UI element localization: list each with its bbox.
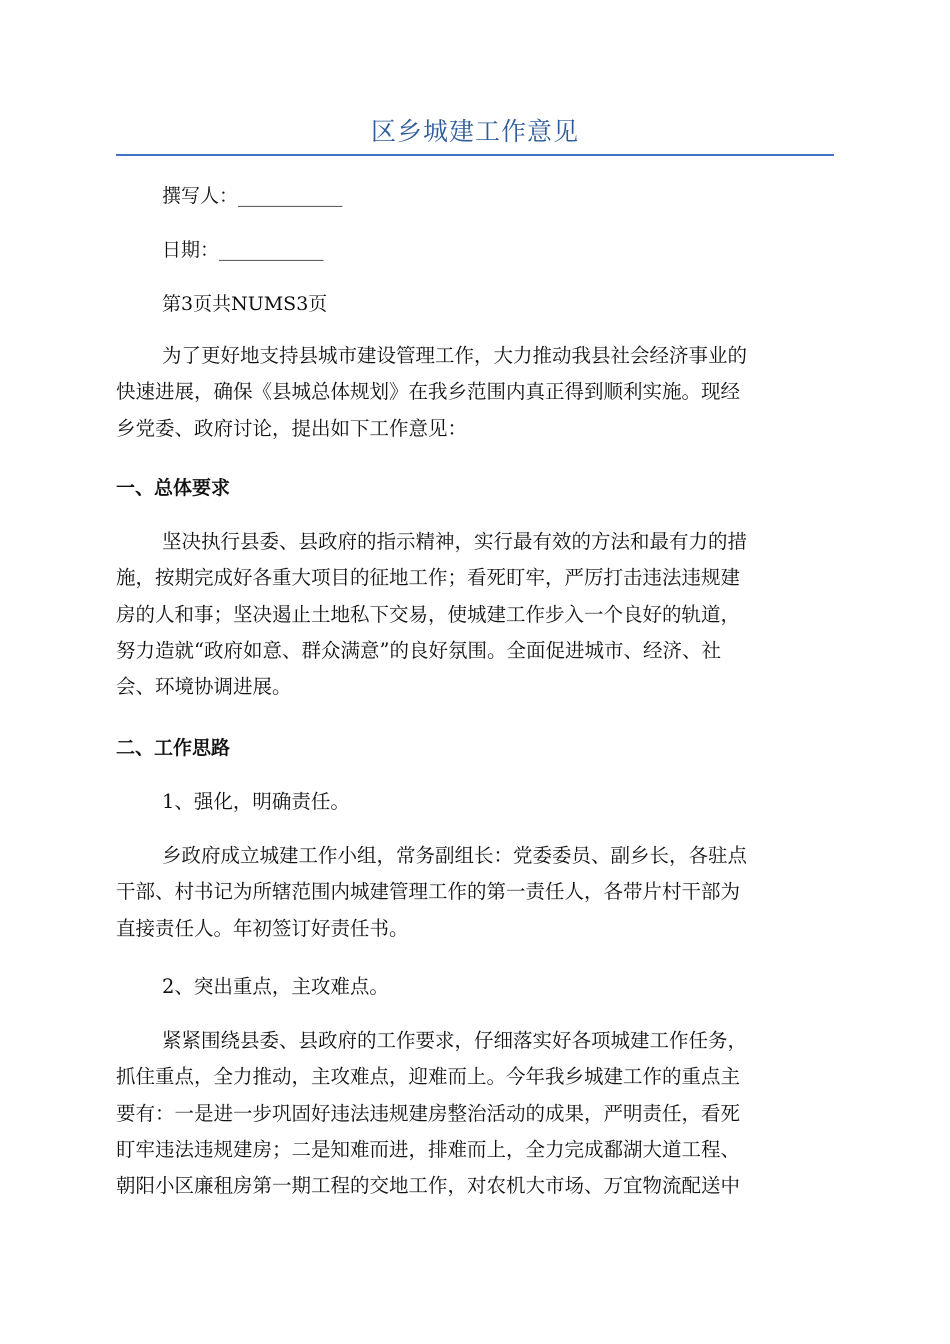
item-2-title: 2、突出重点，主攻难点。	[162, 975, 389, 998]
item-1-paragraph	[116, 838, 836, 947]
item-2-line: 紧紧围绕县委、县政府的工作要求，仔细落实好各项城建工作任务，	[162, 1029, 748, 1052]
author-blank: ___________	[238, 185, 343, 207]
item-1-title: 1、强化，明确责任。	[162, 790, 350, 813]
intro-line: 乡党委、政府讨论，提出如下工作意见：	[116, 416, 468, 440]
date-label: 日期：	[162, 239, 220, 261]
section-1-line: 房的人和事；坚决遏止土地私下交易，使城建工作步入一个良好的轨道，	[116, 602, 741, 626]
item-1-line: 干部、村书记为所辖范围内城建管理工作的第一责任人，各带片村干部为	[116, 880, 741, 904]
date-line	[162, 235, 324, 265]
item-2-line: 要有：一是进一步巩固好违法违规建房整治活动的成果，严明责任，看死	[116, 1101, 741, 1125]
section-1-line: 施，按期完成好各重大项目的征地工作；看死盯牢，严厉打击违法违规建	[116, 566, 741, 590]
intro-line: 快速进展，确保《县城总体规划》在我乡范围内真正得到顺利实施。现经	[116, 380, 741, 404]
section-1-line: 会、环境协调进展。	[116, 675, 292, 699]
item-2-line: 盯牢违法违规建房；二是知难而进，排难而上，全力完成鄱湖大道工程、	[116, 1137, 741, 1161]
item-2-line: 朝阳小区廉租房第一期工程的交地工作，对农机大市场、万宜物流配送中	[116, 1174, 741, 1198]
section-1-line: 坚决执行县委、县政府的指示精神，实行最有效的方法和最有力的措	[162, 530, 748, 553]
item-1-line: 乡政府成立城建工作小组，常务副组长：党委委员、副乡长，各驻点	[162, 844, 748, 867]
author-line	[162, 181, 343, 211]
date-blank: ___________	[219, 239, 324, 261]
section-1-paragraph	[116, 524, 836, 705]
section-1-line: 努力造就“政府如意、群众满意”的良好氛围。全面促进城市、经济、社	[116, 638, 721, 662]
page-info: 第3页共NUMS3页	[162, 293, 328, 315]
intro-line: 为了更好地支持县城市建设管理工作，大力推动我县社会经济事业的	[162, 344, 748, 367]
item-2-line: 抓住重点，全力推动，主攻难点，迎难而上。今年我乡城建工作的重点主	[116, 1065, 741, 1089]
intro-paragraph	[116, 338, 836, 447]
author-label: 撰写人：	[162, 185, 239, 207]
section-2-heading: 二、工作思路	[116, 737, 231, 759]
section-1-heading: 一、总体要求	[116, 477, 231, 499]
title-underline	[116, 154, 834, 156]
item-1-line: 直接责任人。年初签订好责任书。	[116, 916, 409, 940]
item-2-paragraph	[116, 1023, 836, 1204]
document-title: 区乡城建工作意见	[370, 117, 579, 146]
